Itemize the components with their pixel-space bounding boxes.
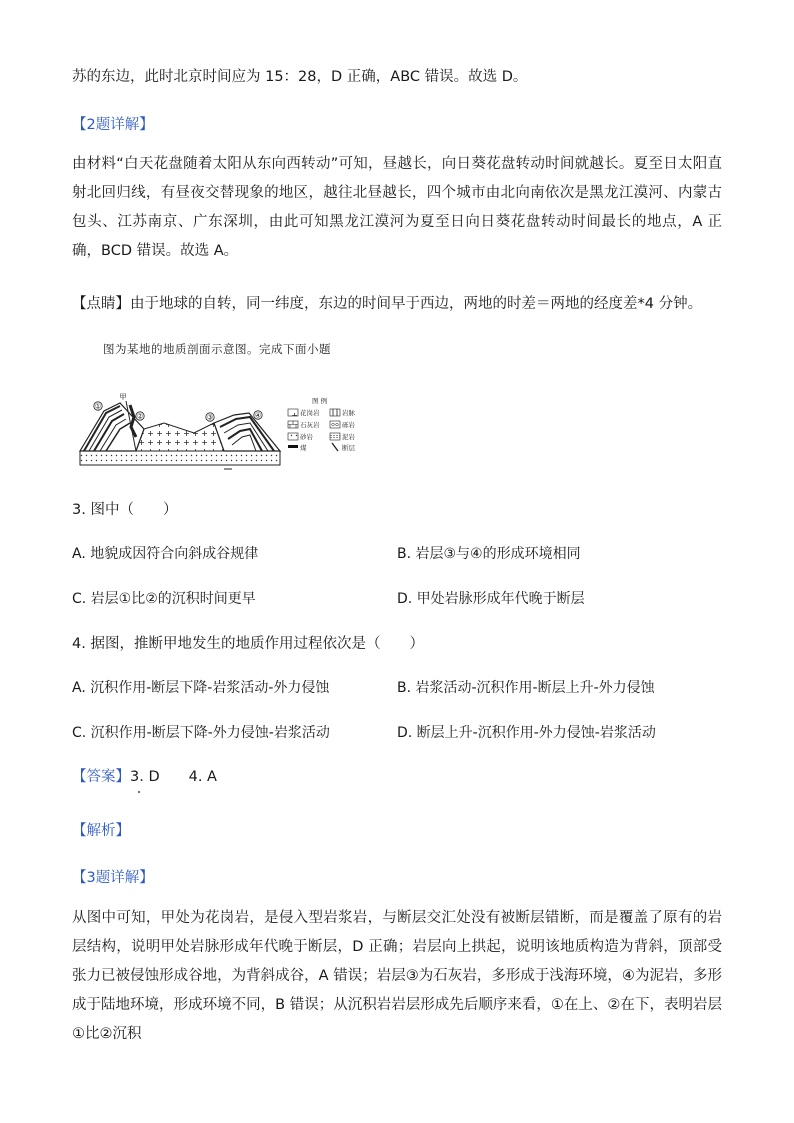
q3-option-d: D. 甲处岩脉形成年代晚于断层 — [397, 591, 585, 607]
legend-vein: 岩脉 — [342, 409, 355, 417]
geologic-cross-section-figure — [74, 393, 394, 475]
q3-detail-body: 从图中可知，甲处为花岗岩，是侵入型岩浆岩，与断层交汇处没有被断层错断，而是覆盖了原有的岩层结构，说明甲处岩脉形成年代晚于断层，D 正确；岩层向上拱起，说明该地质构造为背斜，顶部受张力已被侵蚀形成谷地，为背斜成谷，A 错误；岩层③为石灰岩，多形成于浅海环境，④为泥岩，多形成于陆地环境，形成环境不同，B 错误；从沉积岩岩层形成先后顺序来看，①在上、②在下，表明岩层①比②沉积 — [72, 910, 722, 1042]
q3-detail-heading: 【3题详解】 — [72, 870, 154, 886]
mark-4: ④ — [254, 411, 262, 420]
figure-caption: 图为某地的地质剖面示意图。完成下面小题 — [103, 342, 331, 356]
q4-option-d: D. 断层上升-沉积作用-外力侵蚀-岩浆活动 — [397, 725, 656, 741]
q3-option-c: C. 岩层①比②的沉积时间更早 — [72, 591, 256, 607]
q2-detail-body: 由材料“白天花盘随着太阳从东向西转动”可知，昼越长，向日葵花盘转动时间就越长。夏至日太阳直射北回归线，有昼夜交替现象的地区，越往北昼越长，四个城市由北向南依次是黑龙江漠河、内蒙古包头、江苏南京、广东深圳，由此可知黑龙江漠河为夏至日向日葵花盘转动时间最长的地点，A 正确，BCD 错误。故选 A。 — [72, 156, 722, 259]
answer-line — [72, 767, 217, 787]
q4-option-c: C. 沉积作用-断层下降-外力侵蚀-岩浆活动 — [72, 725, 330, 741]
q4-option-a: A. 沉积作用-断层下降-岩浆活动-外力侵蚀 — [72, 680, 330, 696]
tip-line: 【点睛】由于地球的自转，同一纬度，东边的时间早于西边，两地的时差＝两地的经度差*4 分钟。 — [72, 296, 703, 312]
legend-mudstone: 泥岩 — [342, 433, 355, 441]
q3-stem: 3. 图中（ ） — [72, 502, 178, 518]
analysis-heading: 【解析】 — [72, 823, 130, 839]
q2-detail-heading: 【2题详解】 — [72, 117, 154, 133]
legend-title: 图 例 — [312, 397, 328, 405]
q3-option-a: A. 地貌成因符合向斜成谷规律 — [72, 546, 259, 562]
answer-label: 【答案】 — [72, 769, 130, 785]
prev-answer-line: 苏的东边，此时北京时间应为 15：28，D 正确，ABC 错误。故选 D。 — [72, 69, 528, 85]
legend-sandstone: 砂岩 — [300, 433, 313, 441]
legend-granite: 花岗岩 — [300, 409, 320, 417]
legend-coal: 煤 — [300, 444, 307, 452]
legend-limestone: 石灰岩 — [300, 421, 320, 429]
cross-section-drawing — [80, 401, 280, 469]
figure-legend — [288, 396, 356, 452]
q4-stem: 4. 据图，推断甲地发生的地质作用过程依次是（ ） — [72, 636, 424, 652]
mark-2: ② — [136, 412, 144, 421]
legend-fault: 断层 — [342, 444, 355, 452]
q4-option-b: B. 岩浆活动-沉积作用-断层上升-外力侵蚀 — [397, 680, 655, 696]
answer-text: 3. D 4. A — [130, 769, 217, 785]
mark-3: ③ — [206, 413, 214, 422]
stray-dot — [138, 791, 140, 793]
legend-conglomerate: 砾岩 — [342, 421, 355, 429]
mark-1: ① — [94, 402, 102, 411]
mark-jia: 甲 — [119, 393, 127, 401]
q3-option-b: B. 岩层③与④的形成环境相同 — [397, 546, 581, 562]
